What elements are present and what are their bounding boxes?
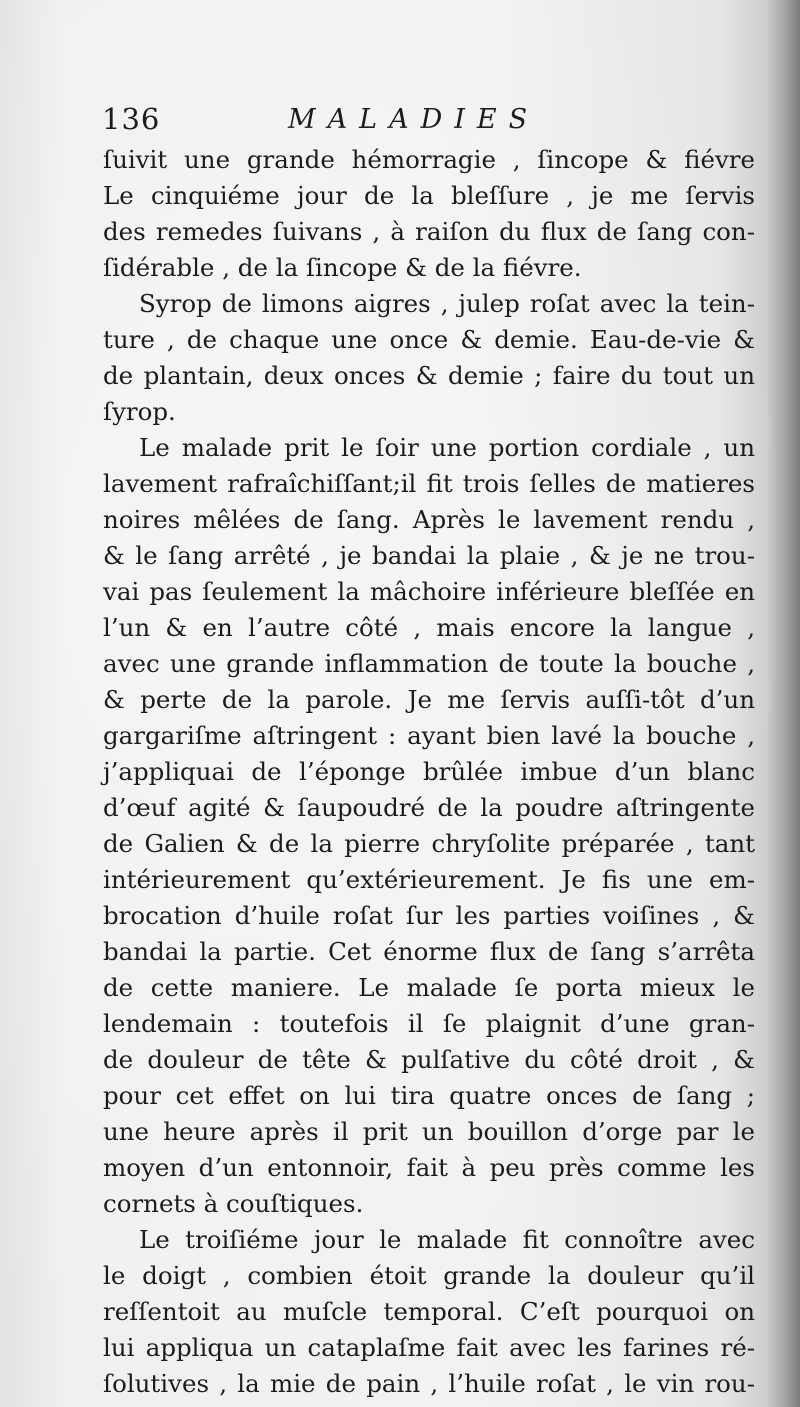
text-line: pour cet effet on lui tira quatre onces de ſang ; bbox=[103, 1081, 755, 1110]
page-header bbox=[100, 102, 760, 142]
text-line: lendemain : toutefois il ſe plaignit d’une gran- bbox=[103, 1009, 755, 1038]
text-line: ſolutives , la mie de pain , l’huile roſat , le vin rou- bbox=[103, 1369, 755, 1398]
body-text bbox=[103, 142, 755, 1402]
text-line: ſidérable , de la ſincope & de la fiévre. bbox=[103, 253, 582, 282]
text-line: d’œuf agité & ſaupoudré de la poudre aſtringente bbox=[103, 793, 755, 822]
text-line: cornets à couſtiques. bbox=[103, 1189, 364, 1218]
paragraph bbox=[103, 430, 755, 1222]
text-line: lavement rafraîchiſſant;il fit trois ſelles de matieres bbox=[103, 469, 755, 498]
text-line: avec une grande inflammation de toute la bouche , bbox=[103, 649, 755, 678]
paragraph bbox=[103, 142, 755, 286]
paragraph bbox=[103, 1222, 755, 1402]
text-line: Syrop de limons aigres , julep roſat avec la tein- bbox=[139, 289, 755, 318]
text-line: bandai la partie. Cet énorme flux de ſang s’arrêta bbox=[103, 937, 755, 966]
text-line: gargariſme aſtringent : ayant bien lavé la bouche , bbox=[103, 721, 755, 750]
text-line: de Galien & de la pierre chryſolite préparée , tant bbox=[103, 829, 755, 858]
text-line: vai pas ſeulement la mâchoire inférieure bleſſée en bbox=[103, 577, 755, 606]
text-line: moyen d’un entonnoir, fait à peu près comme les bbox=[103, 1153, 755, 1182]
text-line: de plantain, deux onces & demie ; faire du tout un bbox=[103, 361, 755, 390]
text-line: intérieurement qu’extérieurement. Je fis une em- bbox=[103, 865, 755, 894]
text-line: l’un & en l’autre côté , mais encore la langue , bbox=[103, 613, 755, 642]
text-line: de douleur de tête & pulſative du côté droit , & bbox=[103, 1045, 755, 1074]
text-line: reſſentoit au muſcle temporal. C’eſt pourquoi on bbox=[103, 1297, 755, 1326]
text-line: une heure après il prit un bouillon d’orge par le bbox=[103, 1117, 755, 1146]
text-line: j’appliquai de l’éponge brûlée imbue d’un blanc bbox=[103, 757, 755, 786]
paragraph bbox=[103, 286, 755, 430]
text-line: Le malade prit le ſoir une portion cordiale , un bbox=[139, 433, 755, 462]
page-gutter-shadow bbox=[766, 0, 800, 1407]
text-line: lui appliqua un cataplaſme fait avec les farines ré- bbox=[103, 1333, 755, 1362]
text-line: des remedes ſuivans , à raiſon du flux de ſang con- bbox=[103, 217, 755, 246]
text-line: brocation d’huile roſat ſur les parties voiſines , & bbox=[103, 901, 755, 930]
page-number: 136 bbox=[102, 102, 161, 136]
text-line: ſuivit une grande hémorragie , ſincope & fiévre bbox=[103, 145, 755, 174]
text-line: de cette maniere. Le malade ſe porta mieux le bbox=[103, 973, 755, 1002]
text-line: ture , de chaque une once & demie. Eau-de-vie & bbox=[103, 325, 755, 354]
text-line: le doigt , combien étoit grande la douleur qu’il bbox=[103, 1261, 755, 1290]
text-line: & perte de la parole. Je me ſervis auſſi-tôt d’un bbox=[103, 685, 755, 714]
running-head: MALADIES bbox=[288, 104, 540, 135]
text-line: noires mêlées de ſang. Après le lavement rendu , bbox=[103, 505, 755, 534]
text-line: & le ſang arrêté , je bandai la plaie , & je ne trou- bbox=[103, 541, 755, 570]
text-line: ſyrop. bbox=[103, 397, 176, 426]
text-line: Le troiſiéme jour le malade fit connoître avec bbox=[139, 1225, 755, 1254]
text-line: Le cinquiéme jour de la bleſſure , je me ſervis bbox=[103, 181, 755, 210]
